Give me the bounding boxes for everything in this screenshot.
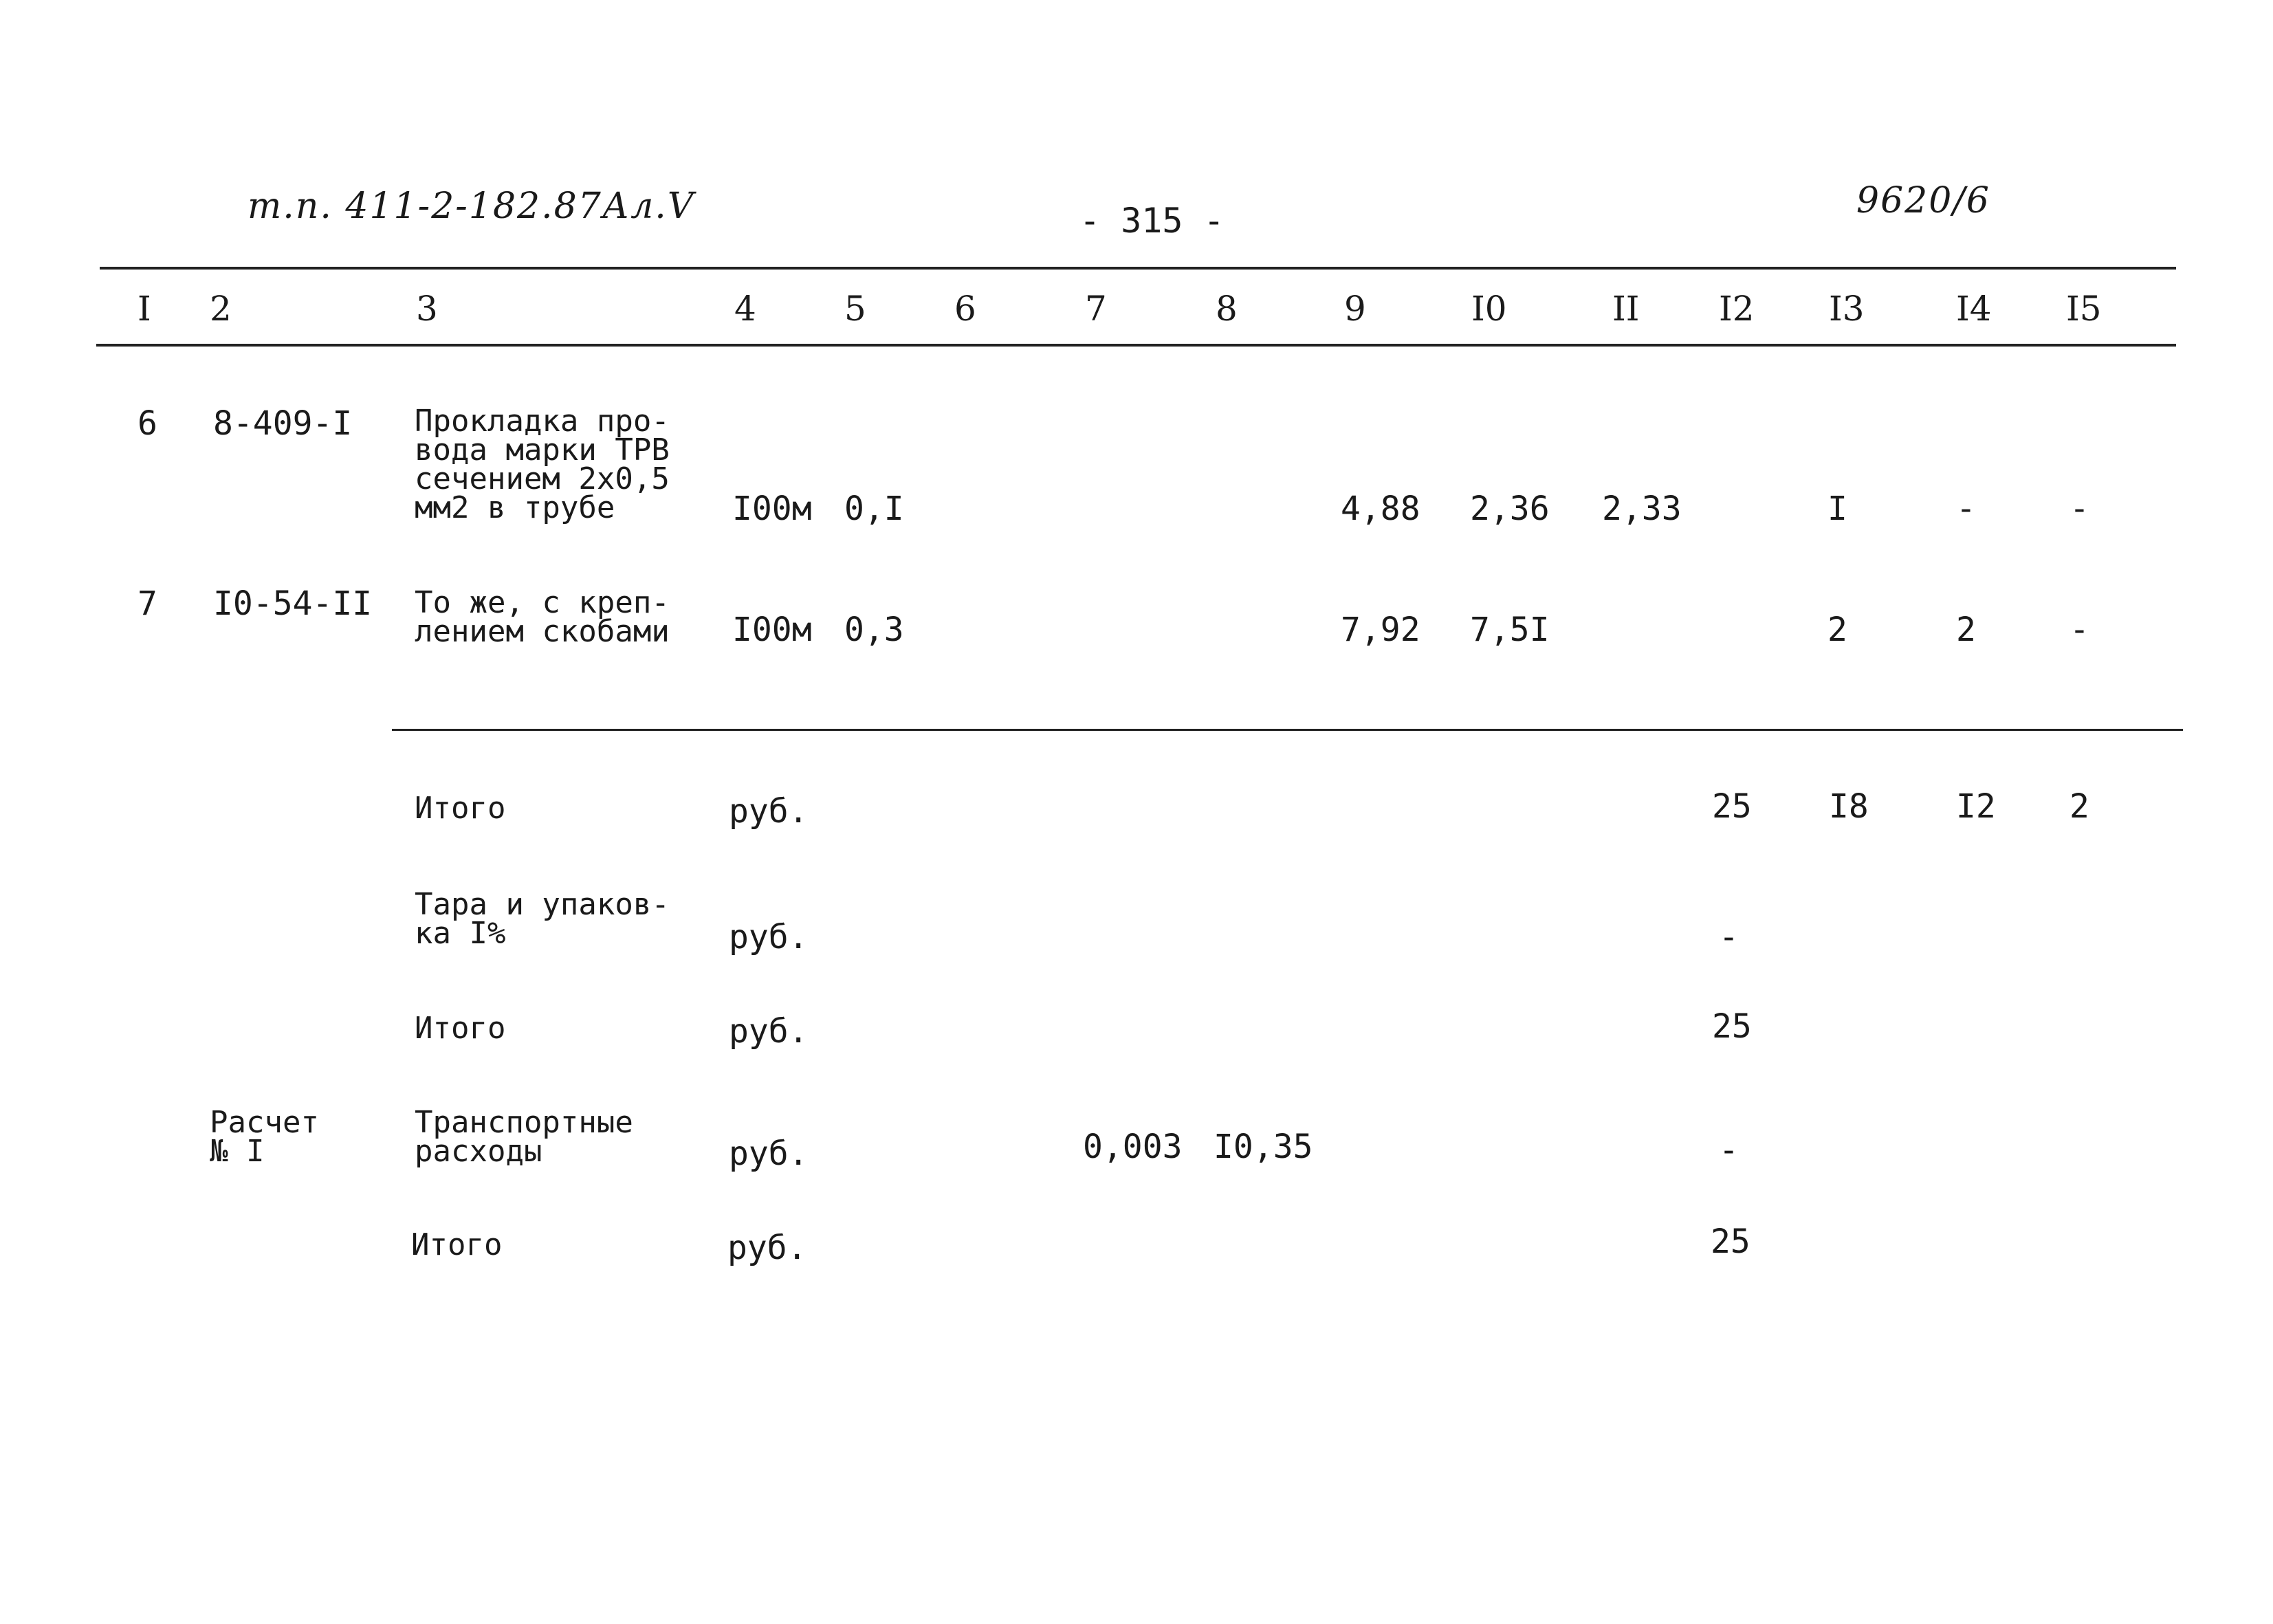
summary-unit: руб. <box>727 1229 807 1267</box>
quantity: 0,3 <box>844 611 904 649</box>
col-12-value: - <box>1719 1131 1739 1170</box>
table-header-rule <box>96 344 2176 347</box>
col-11-value: 2,33 <box>1602 490 1682 528</box>
col-15-value: 2 <box>2069 787 2089 826</box>
col-13-value: 2 <box>1827 611 1847 649</box>
column-header: 2 <box>210 289 232 329</box>
col-14-value: 2 <box>1956 611 1976 649</box>
column-header: II <box>1612 289 1640 329</box>
col-7-value: 0,003 <box>1083 1128 1183 1166</box>
summary-label: Транспортные расходы <box>415 1105 633 1169</box>
summary-label: Итого <box>411 1227 503 1262</box>
column-header: 3 <box>416 289 438 329</box>
col-15-value: - <box>2069 490 2089 528</box>
summary-unit: руб. <box>729 1134 809 1173</box>
column-header: 6 <box>954 289 976 329</box>
column-header: I3 <box>1829 289 1865 329</box>
col-12-value: 25 <box>1712 1007 1752 1046</box>
column-header: 8 <box>1216 289 1238 329</box>
column-header: I0 <box>1471 289 1507 329</box>
calculation-reference: Расчет № I <box>210 1105 319 1169</box>
unit: I00м <box>732 611 812 649</box>
col-10-value: 7,5I <box>1470 611 1550 649</box>
column-header: I2 <box>1719 289 1755 329</box>
summary-unit: руб. <box>729 1012 809 1051</box>
column-header: 4 <box>734 289 756 329</box>
column-header: I5 <box>2066 289 2102 329</box>
col-15-value: - <box>2069 611 2089 649</box>
col-9-value: 7,92 <box>1341 611 1420 649</box>
col-14-value: - <box>1956 490 1976 528</box>
document-code: т.п. 411-2-182.87Ал.V <box>248 186 695 227</box>
norm-code: I0-54-II <box>213 584 373 623</box>
inventory-number: 9620/6 <box>1856 180 1990 221</box>
col-13-value: I <box>1827 490 1847 528</box>
column-header: 5 <box>844 289 866 329</box>
summary-label: Итого <box>415 791 506 826</box>
col-12-value: 25 <box>1712 787 1752 826</box>
col-12-value: 25 <box>1711 1222 1750 1261</box>
summary-label: Итого <box>415 1011 506 1046</box>
col-14-value: I2 <box>1956 787 1996 826</box>
column-header: I <box>138 289 151 329</box>
column-header: 9 <box>1344 289 1366 329</box>
quantity: 0,I <box>844 490 904 528</box>
summary-unit: руб. <box>729 918 809 956</box>
page-number: - 315 - <box>1079 201 1225 241</box>
col-9-value: 4,88 <box>1341 490 1420 528</box>
row-number: 6 <box>138 404 157 443</box>
summary-label: Тара и упаков- ка I% <box>415 887 670 951</box>
norm-code: 8-409-I <box>213 404 353 443</box>
column-header: I4 <box>1956 289 1992 329</box>
unit: I00м <box>732 490 812 528</box>
table-top-rule <box>100 267 2176 270</box>
totals-separator-rule <box>392 729 2183 731</box>
row-number: 7 <box>138 584 157 623</box>
col-10-value: 2,36 <box>1470 490 1550 528</box>
work-description: То же, с креп- лением скобами <box>415 585 670 649</box>
col-12-value: - <box>1719 918 1739 956</box>
work-description: Прокладка про- вода марки ТРВ сечением 2х0,5 мм2 в трубе <box>415 404 670 525</box>
summary-unit: руб. <box>729 792 809 831</box>
col-8-value: I0,35 <box>1214 1128 1313 1166</box>
col-13-value: I8 <box>1829 787 1869 826</box>
column-header: 7 <box>1085 289 1107 329</box>
